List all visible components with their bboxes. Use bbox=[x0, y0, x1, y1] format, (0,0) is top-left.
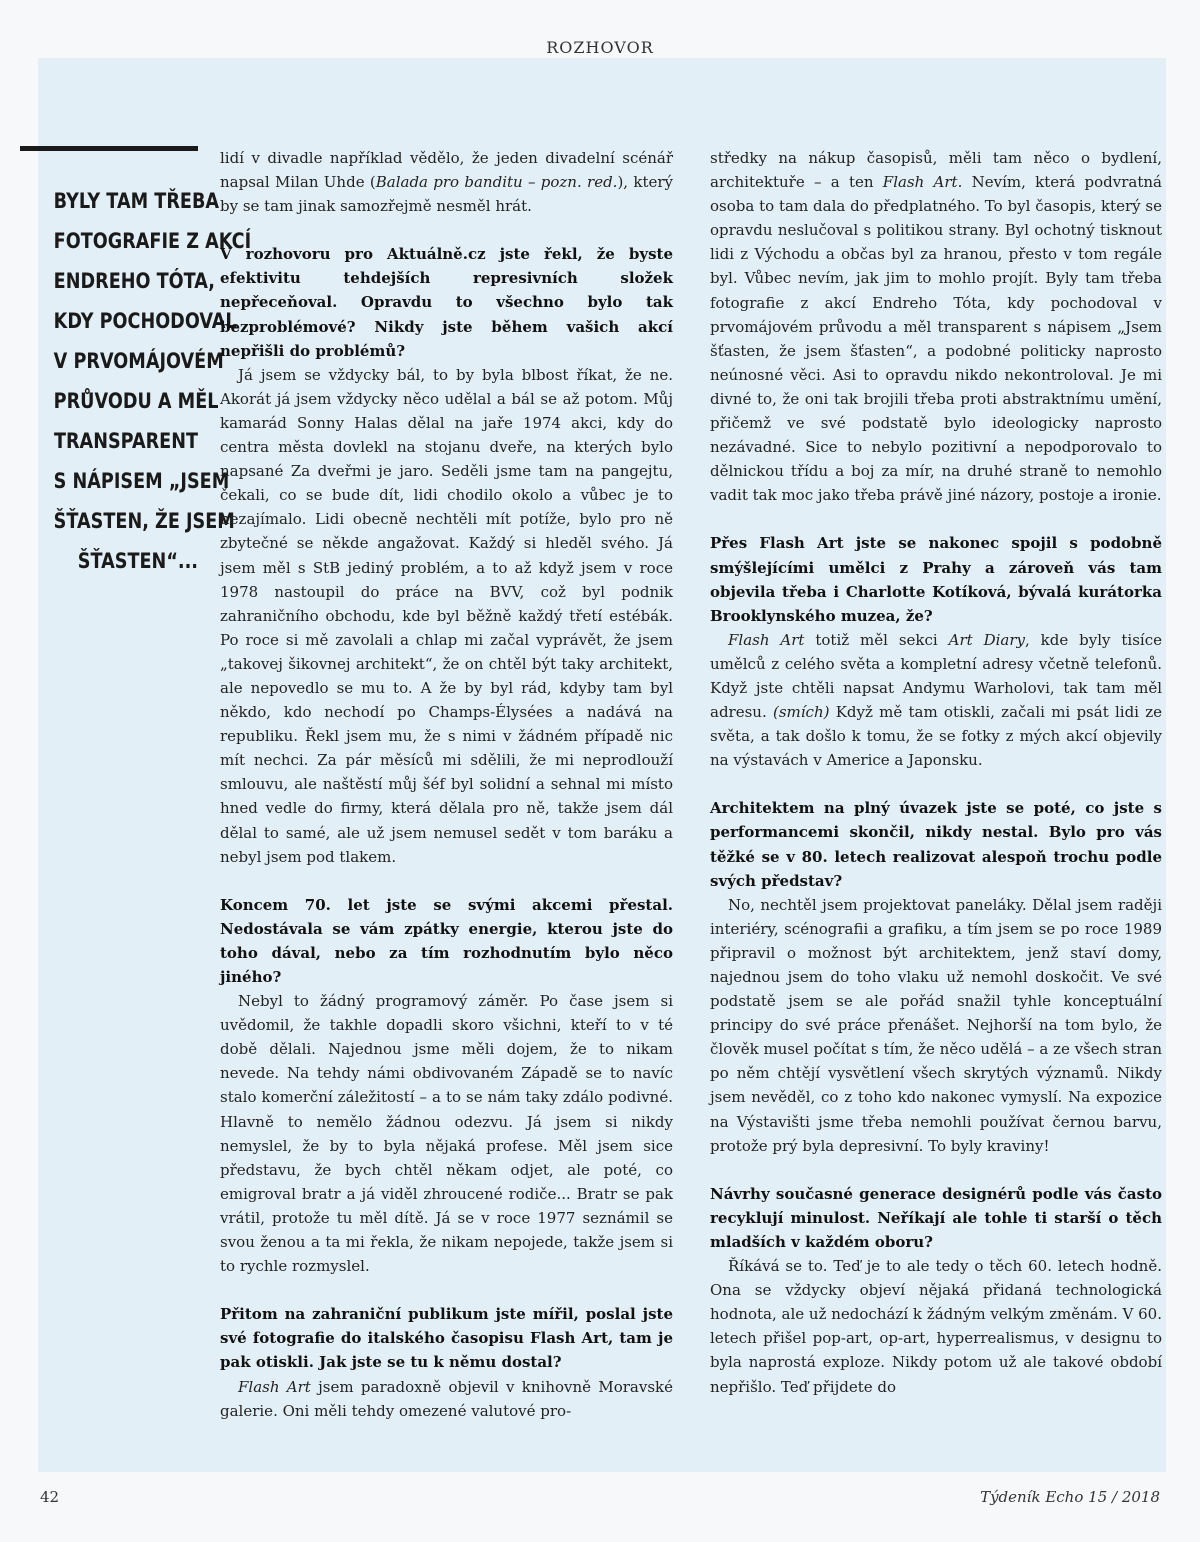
answer-1: Já jsem se vždycky bál, to by byla blbost říkat, že ne. Akorát já jsem vždycky něco udělal a bál se až potom. Můj kamarád Sonny Halas dělal na jaře 1974 akci, kdy do centra města dovlekl na stojanu dveře, na kterých bylo napsané Za dveřmi je jaro. Seděli jsme tam na pangejtu, čekali, co se bude dít, lidi chodilo okolo a vůbec je to nezajímalo. Lidi obecně nechtěli mít potíže, bylo pro ně zbytečné se někde angažovat. Každý si hleděl svého. Já jsem měl s StB jediný problém, a to až když jsem v roce 1978 nastoupil do práce na BVV, což byl podnik zahraničního obchodu, kde byl běžně každý třetí estébák. Po roce si mě zavolali a chlap mi začal vyprávět, že jsem „takovej šikovnej architekt“, že on chtěl být taky architekt, ale nepovedlo se mu to. A že by byl rád, kdyby tam byl někdo, kdo nechodí po Champs-Élysées a nadává na republiku. Řekl jsem mu, že s nimi v žádném případě nic mít nechci. Za pár měsíců mi sdělili, že mi neprodlouží smlouvu, ale naštěstí můj šéf byl solidní a sehnal mi místo hned vedle do firmy, která dělala pro ně, takže jsem dál dělal to samé, ale už jsem nemusel sedět v tom baráku a nebyl jsem pod tlakem. bbox=[220, 365, 673, 866]
article-column-right bbox=[710, 146, 1162, 1399]
pullquote-line: BYLY TAM TŘEBA bbox=[53, 189, 220, 214]
pullquote-line: ENDREHO TÓTA, bbox=[53, 269, 215, 294]
question-2: Koncem 70. let jste se svými akcemi přestal. Nedostávala se vám zpátky energie, kterou jste do toho dával, nebo za tím rozhodnutím bylo něco jiného? bbox=[220, 895, 673, 986]
answer-3-continued: středky na nákup časopisů, měli tam něco o bydlení, architektuře – a ten Flash Art. Nevím, která podvratná osoba to tam dala do předplatného. To byl časopis, který se opravdu neslučoval s politikou strany. Byl ochotný tisknout lidi z Východu a občas byl za hranou, přesto v tom regále byl. Vůbec nevím, jak jim to mohlo projít. Byly tam třeba fotografie z akcí Endreho Tóta, kdy pochodoval v prvomájovém průvodu a měl transparent s nápisem „Jsem šťasten, že jsem šťasten“, a podobné politicky naprosto neúnosné věci. Asi to opravdu nikdo nekontroloval. Je mi divné to, že oni tak brojili třeba proti abstraktnímu umění, přičemž ve své podstatě bylo ideologicky naprosto nezávadné. Sice to nebylo pozitivní a nepodporovalo to dělnickou třídu a boj za mír, na druhé straně to nemohlo vadit tak moc jako třeba právě jiné názory, postoje a ironie. bbox=[710, 149, 1162, 505]
pullquote-rule bbox=[20, 146, 198, 151]
answer-2: Nebyl to žádný programový záměr. Po čase jsem si uvědomil, že takhle dopadli skoro všichni, kteří to v té době dělali. Najednou jsme měli dojem, že to nikam nevede. Na tehdy námi obdivovaném Západě se to navíc stalo komerční záležitostí – a to se nám taky zdálo podivné. Hlavně to nemělo žádnou odezvu. Já jsem si nikdy nemyslel, že by to byla nějaká profese. Měl jsem sice představu, že bych chtěl někam odjet, ale poté, co emigroval bratr a já viděl zhroucené rodiče... Bratr se pak vrátil, protože tu měl dítě. Já se v roce 1977 seznámil se svou ženou a ta mi řekla, že nikam nepojede, takže jsem si to rychle rozmyslel. bbox=[220, 992, 673, 1276]
question-1: V rozhovoru pro Aktuálně.cz jste řekl, že byste efektivitu tehdejších represivních složek nepřeceňoval. Opravdu to všechno bylo tak bezproblémové? Nikdy jste během vašich akcí nepřišli do problémů? bbox=[220, 245, 673, 360]
magazine-issue: Týdeník Echo 15 / 2018 bbox=[980, 1488, 1160, 1506]
paragraph-continued: lidí v divadle například vědělo, že jeden divadelní scénář napsal Milan Uhde (Balada pro banditu – pozn. red.), který by se tam jinak samozřejmě nesměl hrát. bbox=[220, 149, 674, 216]
pullquote-line: FOTOGRAFIE Z AKCÍ bbox=[53, 229, 252, 254]
question-6: Návrhy současné generace designérů podle vás často recyklují minulost. Neříkají ale tohle ti starší o těch mladších v každém oboru? bbox=[710, 1184, 1162, 1251]
question-4: Přes Flash Art jste se nakonec spojil s podobně smýšlejícími umělci z Prahy a zároveň vás tam objevila třeba i Charlotte Kotíková, bývalá kurátorka Brooklynského muzea, že? bbox=[710, 534, 1162, 625]
section-header: ROZHOVOR bbox=[546, 38, 654, 57]
pullquote bbox=[53, 182, 252, 582]
pullquote-line: ŠŤASTEN“... bbox=[77, 549, 198, 574]
answer-3: Flash Art jsem paradoxně objevil v knihovně Moravské galerie. Oni měli tehdy omezené valutové pro- bbox=[220, 1377, 673, 1420]
answer-6: Říkává se to. Teď je to ale tedy o těch 60. letech hodně. Ona se vždycky objeví nějaká přidaná technologická hodnota, ale už nedochází k žádným velkým změnám. V 60. letech přišel pop-art, op-art, hyperrealismus, v designu to byla naprostá exploze. Nikdy potom už ale takové období nepřišlo. Teď přijdete do bbox=[710, 1257, 1162, 1396]
answer-4: Flash Art totiž měl sekci Art Diary, kde byly tisíce umělců z celého světa a kompletní adresy včetně telefonů. Když jste chtěli napsat Andymu Warholovi, tak tam měl adresu. (smích) Když mě tam otiskli, začali mi psát lidi ze světa, a tak došlo k tomu, že se fotky z mých akcí objevily na výstavách v Americe a Japonsku. bbox=[710, 630, 1163, 770]
pullquote-line: V PRVOMÁJOVÉM bbox=[53, 349, 224, 374]
answer-5: No, nechtěl jsem projektovat paneláky. Dělal jsem raději interiéry, scénografii a grafiku, a tím jsem se po roce 1989 připravil o možnost být architektem, jenž staví domy, najednou jsem do toho vlaku už nemohl doskočit. Ve své podstatě jsem se ale pořád snažil tyhle konceptuální principy do své práce přenášet. Nejhorší na tom bylo, že člověk musel počítat s tím, že něco udělá – a ze všech stran po něm chtějí vysvětlení všech skrytých významů. Nikdy jsem nevěděl, co z toho kdo nakonec vymyslí. Na expozice na Výstavišti jsme třeba nemohli používat černou barvu, protože prý byla depresivní. To byly kraviny! bbox=[710, 895, 1162, 1155]
pullquote-line: KDY POCHODOVAL bbox=[53, 309, 237, 334]
pullquote-line: PRŮVODU A MĚL bbox=[53, 389, 219, 414]
page-number: 42 bbox=[40, 1488, 60, 1506]
article-column-left bbox=[220, 146, 673, 1423]
pullquote-line: S NÁPISEM „JSEM bbox=[53, 469, 230, 494]
pullquote-line: TRANSPARENT bbox=[53, 429, 199, 454]
question-3: Přitom na zahraniční publikum jste mířil, poslal jste své fotografie do italského časopisu Flash Art, tam je pak otiskli. Jak jste se tu k němu dostal? bbox=[220, 1305, 673, 1372]
pullquote-line: ŠŤASTEN, ŽE JSEM bbox=[53, 509, 235, 534]
question-5: Architektem na plný úvazek jste se poté, co jste s performancemi skončil, nikdy nestal. Bylo pro vás těžké se v 80. letech realizovat alespoň trochu podle svých představ? bbox=[710, 799, 1162, 890]
